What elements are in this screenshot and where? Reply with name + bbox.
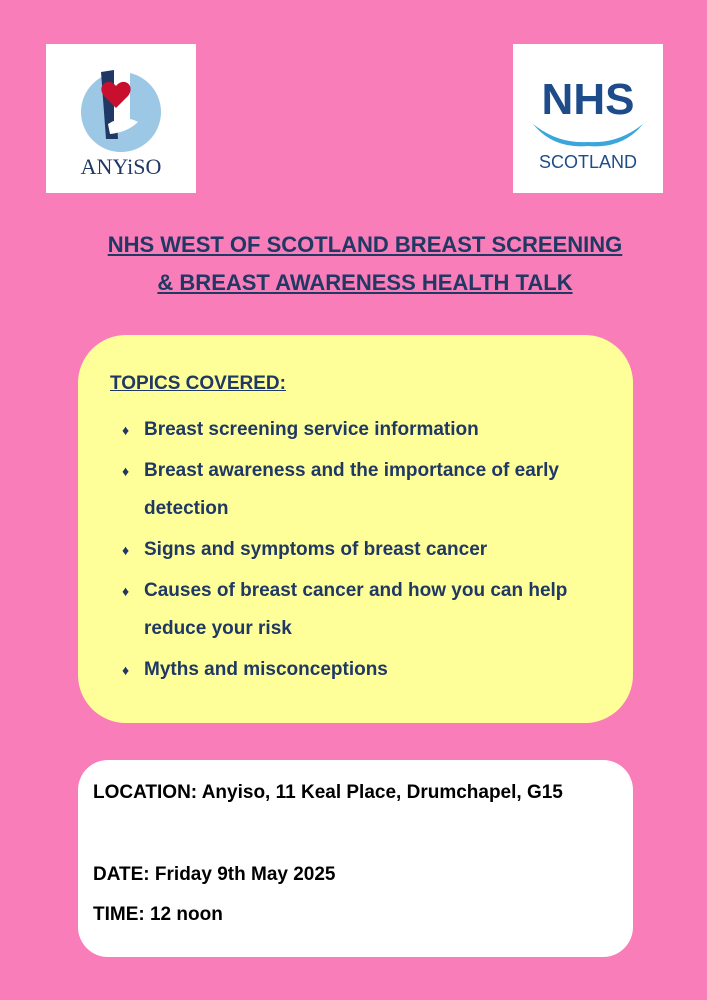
topics-heading: TOPICS COVERED: — [110, 373, 286, 394]
event-details-panel — [78, 760, 633, 957]
nhs-scotland-logo — [513, 44, 663, 193]
time-text: TIME: 12 noon — [93, 904, 223, 925]
svg-text:SCOTLAND: SCOTLAND — [538, 152, 638, 172]
diamond-bullet-icon: ♦ — [122, 662, 130, 678]
list-item: ♦ Breast awareness and the importance of early detection — [122, 452, 612, 528]
diamond-bullet-icon: ♦ — [122, 422, 130, 438]
svg-text:NHS: NHS — [541, 75, 635, 124]
diamond-bullet-icon: ♦ — [122, 583, 130, 599]
list-item: ♦ Causes of breast cancer and how you can help reduce your risk — [122, 572, 612, 648]
diamond-bullet-icon: ♦ — [122, 542, 130, 558]
title-line-1: NHS WEST OF SCOTLAND BREAST SCREENING — [107, 232, 623, 257]
topics-panel — [78, 335, 633, 723]
topics-list — [122, 411, 612, 692]
svg-text:ANYiSO: ANYiSO — [80, 154, 162, 179]
list-item: ♦ Signs and symptoms of breast cancer — [122, 531, 612, 569]
title-line-2: & BREAST AWARENESS HEALTH TALK — [157, 270, 573, 295]
anyiso-logo — [46, 44, 196, 193]
diamond-bullet-icon: ♦ — [122, 463, 130, 479]
date-text: DATE: Friday 9th May 2025 — [93, 864, 336, 885]
page-title — [60, 226, 670, 302]
list-item: ♦ Breast screening service information — [122, 411, 612, 449]
location-text: LOCATION: Anyiso, 11 Keal Place, Drumchapel, G15 — [93, 782, 563, 803]
list-item: ♦ Myths and misconceptions — [122, 651, 612, 689]
